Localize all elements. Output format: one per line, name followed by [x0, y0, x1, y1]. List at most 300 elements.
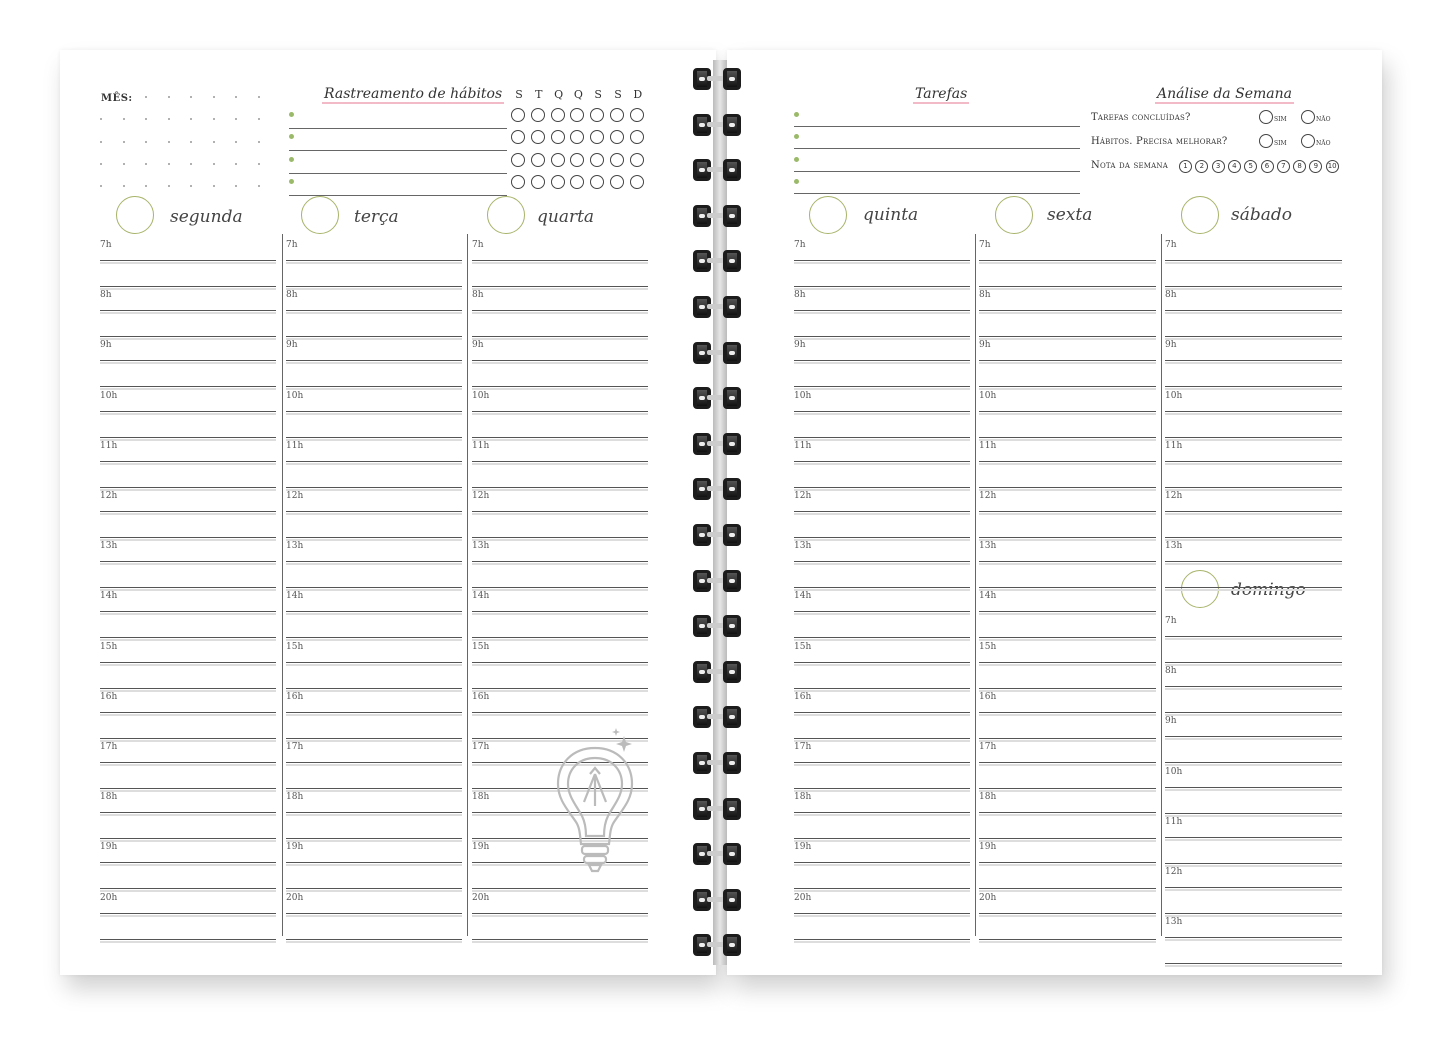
slot-line-shadow	[100, 463, 276, 465]
hour-label: 18h	[794, 792, 812, 803]
time-slot[interactable]	[100, 491, 276, 541]
hour-label: 7h	[472, 240, 484, 250]
habit-check-circle[interactable]	[630, 108, 644, 122]
hour-label: 15h	[472, 641, 490, 652]
slot-line	[794, 888, 970, 889]
day-check-circle[interactable]	[487, 196, 525, 234]
spiral-ring	[693, 250, 745, 272]
slot-line	[286, 862, 462, 863]
slot-line	[472, 537, 648, 538]
time-slot[interactable]	[472, 391, 648, 441]
score-circle[interactable]: 4	[1228, 160, 1241, 173]
time-slot[interactable]	[979, 842, 1156, 892]
hour-label: 11h	[1165, 440, 1183, 451]
time-slot[interactable]	[1165, 666, 1342, 716]
day-name: sexta	[1047, 205, 1093, 225]
ring-coil	[723, 934, 741, 956]
time-slot[interactable]	[286, 441, 462, 491]
grid-dot	[100, 118, 102, 120]
habit-name-line[interactable]	[289, 128, 507, 151]
time-slot[interactable]	[1165, 616, 1342, 666]
slot-line-shadow	[100, 362, 276, 364]
hour-label: 20h	[100, 892, 118, 903]
hour-label: 17h	[100, 742, 118, 752]
score-circle[interactable]: 2	[1195, 160, 1208, 173]
hour-label: 19h	[794, 842, 812, 853]
slot-line	[100, 738, 276, 739]
hour-label: 10h	[286, 390, 304, 401]
time-slot[interactable]	[1165, 767, 1342, 817]
habit-check-circle[interactable]	[531, 108, 545, 122]
slot-line-shadow	[100, 413, 276, 415]
slot-line-shadow	[472, 941, 648, 943]
slot-line	[100, 838, 276, 839]
grid-dot	[258, 185, 260, 187]
time-slot[interactable]	[286, 893, 462, 943]
score-circle[interactable]: 1	[1179, 160, 1192, 173]
time-slot[interactable]	[979, 692, 1156, 742]
radio-circle-icon	[1259, 110, 1273, 124]
score-circle[interactable]: 9	[1309, 160, 1322, 173]
day-check-circle[interactable]	[809, 196, 847, 234]
grid-dot	[190, 163, 192, 165]
time-slot[interactable]	[979, 893, 1156, 943]
time-slot[interactable]	[979, 541, 1156, 591]
slot-line	[286, 587, 462, 588]
hour-label: 9h	[1165, 340, 1177, 351]
time-slot[interactable]	[794, 541, 970, 591]
score-circle[interactable]: 7	[1277, 160, 1290, 173]
spiral-ring	[693, 889, 745, 911]
slot-line-shadow	[1165, 638, 1342, 640]
slot-line	[472, 688, 648, 689]
slot-line	[472, 913, 648, 914]
slot-line-shadow	[100, 714, 276, 716]
time-slot[interactable]	[286, 742, 462, 792]
habit-check-circle[interactable]	[531, 175, 545, 189]
slot-line	[794, 437, 970, 438]
grid-dot	[100, 185, 102, 187]
habit-check-circle[interactable]	[551, 130, 565, 144]
slot-line-shadow	[100, 262, 276, 264]
slot-line	[1165, 712, 1342, 713]
slot-line-shadow	[794, 814, 970, 816]
time-slot[interactable]	[100, 742, 276, 792]
habit-check-circle[interactable]	[590, 108, 604, 122]
time-slot[interactable]	[100, 591, 276, 641]
day-check-circle[interactable]	[116, 196, 154, 234]
time-slot[interactable]	[286, 792, 462, 842]
slot-line	[286, 688, 462, 689]
time-slot[interactable]	[100, 240, 276, 290]
time-slot[interactable]	[1165, 917, 1342, 967]
slot-line	[286, 637, 462, 638]
slot-line	[100, 662, 276, 663]
habit-check-circle[interactable]	[610, 108, 624, 122]
task-line[interactable]	[794, 149, 1080, 172]
time-slot[interactable]	[794, 842, 970, 892]
time-slot[interactable]	[472, 893, 648, 943]
slot-line	[979, 386, 1156, 387]
slot-line-shadow	[286, 941, 462, 943]
slot-line-shadow	[794, 362, 970, 364]
time-slot[interactable]	[794, 290, 970, 340]
slot-line	[472, 662, 648, 663]
habit-check-circle[interactable]	[551, 108, 565, 122]
time-slot[interactable]	[286, 692, 462, 742]
slot-line-shadow	[286, 312, 462, 314]
hour-label: 10h	[979, 390, 997, 401]
slot-line	[100, 310, 276, 311]
slot-line	[1165, 286, 1342, 287]
slot-line	[1165, 963, 1342, 964]
time-slot[interactable]	[472, 642, 648, 692]
habit-check-circle[interactable]	[630, 130, 644, 144]
habit-check-circle[interactable]	[551, 175, 565, 189]
slot-line-shadow	[1165, 463, 1342, 465]
habit-check-circle[interactable]	[590, 130, 604, 144]
score-circle[interactable]: 8	[1293, 160, 1306, 173]
ring-coil	[723, 889, 741, 911]
slot-line	[100, 286, 276, 287]
time-slot[interactable]	[100, 642, 276, 692]
tasks-no-option[interactable]: não	[1301, 110, 1331, 124]
slot-line-shadow	[979, 613, 1156, 615]
time-slot[interactable]	[979, 240, 1156, 290]
time-slot[interactable]	[979, 491, 1156, 541]
habit-check-circle[interactable]	[610, 175, 624, 189]
slot-line	[1165, 913, 1342, 914]
slot-line	[794, 511, 970, 512]
spiral-spine	[713, 60, 727, 965]
hour-label: 8h	[794, 290, 806, 301]
time-slot[interactable]	[794, 692, 970, 742]
slot-line-shadow	[286, 613, 462, 615]
slot-line-shadow	[794, 463, 970, 465]
time-slot[interactable]	[286, 240, 462, 290]
ring-coil	[723, 296, 741, 318]
slot-line	[100, 360, 276, 361]
slot-line	[979, 838, 1156, 839]
time-slot[interactable]	[979, 642, 1156, 692]
hour-label: 10h	[472, 390, 490, 401]
time-slot[interactable]	[979, 391, 1156, 441]
time-slot[interactable]	[286, 491, 462, 541]
slot-line-shadow	[1165, 738, 1342, 740]
slot-line	[794, 762, 970, 763]
habit-check-circle[interactable]	[511, 153, 525, 167]
slot-line	[472, 587, 648, 588]
time-slot[interactable]	[100, 290, 276, 340]
spiral-ring	[693, 843, 745, 865]
slot-line-shadow	[286, 915, 462, 917]
habit-check-circle[interactable]	[570, 175, 584, 189]
grid-dot	[258, 118, 260, 120]
slot-line	[286, 511, 462, 512]
time-slot[interactable]	[100, 842, 276, 892]
time-slot[interactable]	[286, 591, 462, 641]
slot-line	[286, 662, 462, 663]
hour-label: 13h	[979, 541, 997, 552]
time-slot[interactable]	[1165, 391, 1342, 441]
habit-check-circle[interactable]	[590, 153, 604, 167]
tasks-yes-option[interactable]: sim	[1259, 110, 1287, 124]
time-slot[interactable]	[794, 792, 970, 842]
slot-line	[286, 487, 462, 488]
slot-line	[794, 336, 970, 337]
lightbulb-icon	[550, 728, 640, 878]
left-page	[60, 50, 716, 975]
slot-line	[100, 487, 276, 488]
time-slot[interactable]	[286, 290, 462, 340]
slot-line	[979, 461, 1156, 462]
habit-check-circle[interactable]	[511, 108, 525, 122]
habit-check-circle[interactable]	[630, 153, 644, 167]
habit-name-line[interactable]	[289, 173, 507, 196]
day-check-circle[interactable]	[301, 196, 339, 234]
slot-line	[472, 637, 648, 638]
time-slot[interactable]	[794, 340, 970, 390]
hour-label: 16h	[794, 691, 812, 702]
slot-line	[472, 260, 648, 261]
time-slot[interactable]	[100, 391, 276, 441]
analysis-q-score: Nota da semana	[1091, 160, 1168, 171]
column-divider	[1161, 234, 1162, 936]
hour-label: 7h	[100, 240, 112, 250]
time-slot[interactable]	[100, 340, 276, 390]
habit-check-circle[interactable]	[511, 130, 525, 144]
slot-line	[979, 561, 1156, 562]
slot-line	[286, 537, 462, 538]
time-slot[interactable]	[794, 491, 970, 541]
habit-check-circle[interactable]	[511, 175, 525, 189]
time-slot[interactable]	[1165, 491, 1342, 541]
grid-dot	[123, 141, 125, 143]
slot-line	[100, 688, 276, 689]
habit-name-line[interactable]	[289, 151, 507, 174]
time-slot[interactable]	[794, 391, 970, 441]
slot-line	[1165, 386, 1342, 387]
slot-line	[794, 738, 970, 739]
time-slot[interactable]	[979, 290, 1156, 340]
grid-dot	[145, 141, 147, 143]
time-slot[interactable]	[979, 591, 1156, 641]
slot-line	[794, 913, 970, 914]
habit-check-circle[interactable]	[531, 130, 545, 144]
grid-dot	[258, 96, 260, 98]
grid-dot	[145, 185, 147, 187]
ring-coil	[723, 570, 741, 592]
score-circle[interactable]: 3	[1212, 160, 1225, 173]
hour-label: 12h	[472, 491, 490, 501]
grid-dot	[168, 96, 170, 98]
time-slot[interactable]	[1165, 441, 1342, 491]
slot-line	[1165, 511, 1342, 512]
time-slot[interactable]	[794, 642, 970, 692]
day-check-circle[interactable]	[995, 196, 1033, 234]
time-slot[interactable]	[100, 441, 276, 491]
hour-label: 7h	[286, 240, 298, 250]
hour-label: 11h	[1165, 816, 1183, 827]
spiral-ring	[693, 478, 745, 500]
slot-line	[472, 487, 648, 488]
time-slot[interactable]	[472, 290, 648, 340]
task-line[interactable]	[794, 171, 1080, 194]
time-slot[interactable]	[472, 340, 648, 390]
slot-line	[1165, 736, 1342, 737]
hour-label: 15h	[100, 641, 118, 652]
slot-line	[979, 360, 1156, 361]
slot-line	[100, 888, 276, 889]
spiral-ring	[693, 934, 745, 956]
hour-label: 16h	[286, 691, 304, 702]
time-slot[interactable]	[1165, 716, 1342, 766]
hour-label: 14h	[286, 591, 304, 602]
time-slot[interactable]	[472, 591, 648, 641]
slot-line-shadow	[1165, 589, 1342, 591]
habit-check-circle[interactable]	[610, 130, 624, 144]
time-slot[interactable]	[1165, 240, 1342, 290]
slot-line	[286, 461, 462, 462]
spiral-ring	[693, 159, 745, 181]
spiral-ring	[693, 706, 745, 728]
time-slot[interactable]	[1165, 541, 1342, 591]
habit-check-circle[interactable]	[570, 153, 584, 167]
hour-label: 12h	[1165, 867, 1183, 877]
tasks-title: Tarefas	[915, 86, 968, 102]
slot-line	[979, 587, 1156, 588]
habit-check-circle[interactable]	[570, 108, 584, 122]
grid-dot	[213, 118, 215, 120]
time-slot[interactable]	[100, 792, 276, 842]
grid-dot	[258, 141, 260, 143]
task-line[interactable]	[794, 126, 1080, 149]
hour-label: 16h	[472, 691, 490, 702]
hour-label: 14h	[979, 591, 997, 602]
slot-line-shadow	[472, 463, 648, 465]
time-slot[interactable]	[979, 742, 1156, 792]
ring-coil	[723, 843, 741, 865]
habit-weekday: S	[594, 88, 602, 101]
slot-line-shadow	[1165, 513, 1342, 515]
spiral-ring	[693, 205, 745, 227]
hour-label: 9h	[794, 340, 806, 351]
time-slot[interactable]	[100, 541, 276, 591]
time-slot[interactable]	[472, 541, 648, 591]
time-slot[interactable]	[286, 842, 462, 892]
slot-line	[100, 862, 276, 863]
habit-check-circle[interactable]	[531, 153, 545, 167]
radio-circle-icon	[1259, 134, 1273, 148]
slot-line	[979, 812, 1156, 813]
time-slot[interactable]	[286, 340, 462, 390]
radio-circle-icon	[1301, 110, 1315, 124]
slot-line	[286, 386, 462, 387]
slot-line	[794, 939, 970, 940]
hour-label: 12h	[100, 491, 118, 501]
slot-line	[472, 310, 648, 311]
slot-line	[979, 336, 1156, 337]
ring-coil	[723, 478, 741, 500]
time-slot[interactable]	[1165, 340, 1342, 390]
time-slot[interactable]	[794, 893, 970, 943]
time-slot[interactable]	[794, 240, 970, 290]
time-slot[interactable]	[472, 491, 648, 541]
time-slot[interactable]	[1165, 867, 1342, 917]
slot-line	[979, 662, 1156, 663]
time-slot[interactable]	[472, 240, 648, 290]
slot-line	[794, 788, 970, 789]
habit-check-circle[interactable]	[551, 153, 565, 167]
slot-line	[794, 812, 970, 813]
time-slot[interactable]	[1165, 817, 1342, 867]
time-slot[interactable]	[979, 792, 1156, 842]
time-slot[interactable]	[1165, 290, 1342, 340]
slot-line-shadow	[472, 563, 648, 565]
slot-line	[979, 712, 1156, 713]
spiral-ring	[693, 68, 745, 90]
grid-dot	[123, 118, 125, 120]
ring-coil	[723, 159, 741, 181]
grid-dot	[190, 185, 192, 187]
slot-line	[1165, 336, 1342, 337]
time-slot[interactable]	[286, 642, 462, 692]
slot-line-shadow	[472, 362, 648, 364]
slot-line	[100, 537, 276, 538]
time-slot[interactable]	[286, 391, 462, 441]
time-slot[interactable]	[794, 591, 970, 641]
habit-check-circle[interactable]	[630, 175, 644, 189]
hour-label: 12h	[1165, 491, 1183, 501]
time-slot[interactable]	[472, 441, 648, 491]
time-slot[interactable]	[794, 441, 970, 491]
slot-line	[100, 712, 276, 713]
time-slot[interactable]	[100, 692, 276, 742]
time-slot[interactable]	[100, 893, 276, 943]
score-circle[interactable]: 10	[1326, 160, 1339, 173]
slot-line	[472, 437, 648, 438]
score-circle[interactable]: 5	[1244, 160, 1257, 173]
hour-label: 9h	[472, 340, 484, 351]
grid-dot	[145, 96, 147, 98]
slot-line	[794, 587, 970, 588]
time-slot[interactable]	[979, 340, 1156, 390]
day-name: sábado	[1231, 205, 1292, 225]
task-line[interactable]	[794, 104, 1080, 127]
habits-yes-option[interactable]: sim	[1259, 134, 1287, 148]
grid-dot	[235, 163, 237, 165]
hour-label: 11h	[286, 440, 304, 451]
day-check-circle[interactable]	[1181, 196, 1219, 234]
time-slot[interactable]	[794, 742, 970, 792]
time-slot[interactable]	[979, 441, 1156, 491]
habit-check-circle[interactable]	[610, 153, 624, 167]
habit-check-circle[interactable]	[570, 130, 584, 144]
slot-line	[1165, 662, 1342, 663]
habit-check-circle[interactable]	[590, 175, 604, 189]
score-circle[interactable]: 6	[1261, 160, 1274, 173]
slot-line-shadow	[286, 664, 462, 666]
slot-line-shadow	[472, 312, 648, 314]
hour-label: 12h	[286, 491, 304, 501]
time-slot[interactable]	[286, 541, 462, 591]
habit-name-line[interactable]	[289, 106, 507, 129]
slot-line	[794, 411, 970, 412]
habits-no-option[interactable]: não	[1301, 134, 1331, 148]
hour-label: 7h	[1165, 240, 1177, 250]
slot-line	[100, 913, 276, 914]
grid-dot	[100, 141, 102, 143]
